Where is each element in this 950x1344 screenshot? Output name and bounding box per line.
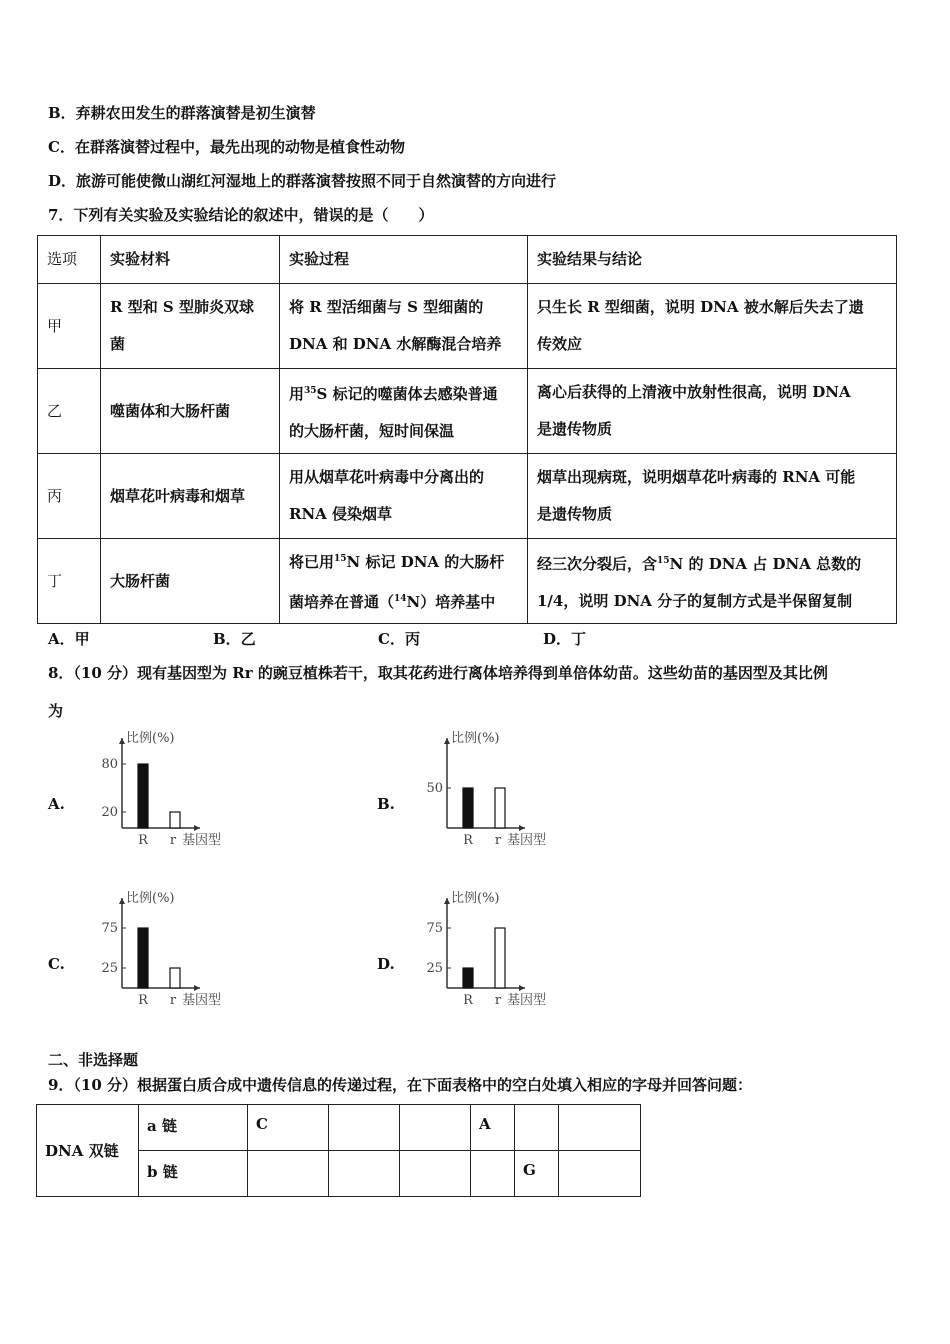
x-axis-label: 基因型	[507, 993, 547, 1008]
row-process: 将 R 型活细菌与 S 型细菌的 DNA 和 DNA 水解酶混合培养	[280, 284, 528, 369]
row-option: 丁	[38, 539, 101, 624]
bar-r	[170, 968, 180, 988]
q7-answer-a: A．甲	[48, 630, 90, 648]
b-strand-cell	[400, 1151, 471, 1197]
a-strand-cell	[400, 1105, 471, 1151]
x-tick-label: R	[463, 993, 473, 1008]
b-strand-cell	[471, 1151, 515, 1197]
y-tick-label: 75	[101, 921, 118, 936]
x-axis-arrow	[519, 825, 525, 831]
row-result: 经三次分裂后，含$^{15}$N 的 DNA 占 DNA 总数的 1/4，说明 DNA 分子的复制方式是半保留复制	[528, 539, 897, 624]
x-tick-label: r	[494, 833, 502, 848]
row-option: 丙	[38, 454, 101, 539]
b-strand-label: b 链	[139, 1151, 248, 1197]
header-result: 实验结果与结论	[528, 236, 897, 284]
y-axis-arrow	[119, 738, 125, 744]
a-strand-cell	[329, 1105, 400, 1151]
x-axis-label: 基因型	[507, 833, 547, 848]
y-axis-arrow	[444, 898, 450, 904]
q7-answer-d: D．丁	[543, 630, 587, 648]
a-strand-cell: C	[248, 1105, 329, 1151]
row-result: 只生长 R 型细菌，说明 DNA 被水解后失去了遗 传效应	[528, 284, 897, 369]
table-row	[38, 454, 897, 539]
q6-option-b: B．弃耕农田发生的群落演替是初生演替	[48, 104, 316, 122]
y-tick-label: 25	[426, 961, 443, 976]
section-title: 二、非选择题	[48, 1051, 139, 1069]
bar-r	[495, 788, 505, 828]
x-tick-label: r	[169, 833, 177, 848]
row-material: 噬菌体和大肠杆菌	[101, 369, 280, 454]
y-tick-label: 75	[426, 921, 443, 936]
x-axis-label: 基因型	[182, 833, 222, 848]
a-strand-cell: A	[471, 1105, 515, 1151]
table-row	[38, 284, 897, 369]
y-axis-label: 比例(%)	[126, 731, 175, 746]
chart-d-label: D.	[377, 955, 395, 973]
q9-stem: 9．（10 分）根据蛋白质合成中遗传信息的传递过程，在下面表格中的空白处填入相应的字母并回答问题：	[48, 1076, 753, 1094]
y-tick-label: 20	[101, 805, 118, 820]
row-result: 离心后获得的上清液中放射性很高，说明 DNA 是遗传物质	[528, 369, 897, 454]
header-option: 选项	[38, 236, 101, 284]
table-row	[38, 539, 897, 624]
bar-chart-a	[80, 728, 250, 858]
q6-option-c: C．在群落演替过程中，最先出现的动物是植食性动物	[48, 138, 405, 156]
q8-stem-line2: 为	[48, 702, 64, 720]
chart-b-label: B.	[377, 795, 395, 813]
bar-chart-c	[80, 888, 250, 1018]
bar-chart-d	[405, 888, 575, 1018]
row-material: R 型和 S 型肺炎双球 菌	[101, 284, 280, 369]
y-tick-label: 50	[426, 781, 443, 796]
q9-table	[36, 1104, 641, 1197]
a-strand-cell	[515, 1105, 559, 1151]
q7-answer-c: C．丙	[378, 630, 420, 648]
q7-stem: 7．下列有关实验及实验结论的叙述中，错误的是（ ）	[48, 206, 434, 224]
x-tick-label: R	[138, 833, 148, 848]
dna-double-strand-header: DNA 双链	[37, 1105, 139, 1197]
x-axis-arrow	[194, 825, 200, 831]
bar-r	[495, 928, 505, 988]
table-row	[38, 369, 897, 454]
b-strand-cell	[559, 1151, 641, 1197]
q7-answer-b: B．乙	[213, 630, 256, 648]
x-tick-label: r	[169, 993, 177, 1008]
bar-R	[138, 764, 148, 828]
y-axis-label: 比例(%)	[451, 891, 500, 906]
y-tick-label: 80	[101, 757, 118, 772]
a-strand-cell	[559, 1105, 641, 1151]
b-strand-cell: G	[515, 1151, 559, 1197]
q7-table	[37, 235, 897, 624]
q8-stem-line1: 8．（10 分）现有基因型为 Rr 的豌豆植株若干，取其花药进行离体培养得到单倍体幼苗。这些幼苗的基因型及其比例	[48, 664, 828, 682]
x-tick-label: R	[138, 993, 148, 1008]
row-result: 烟草出现病斑，说明烟草花叶病毒的 RNA 可能 是遗传物质	[528, 454, 897, 539]
row-process: 将已用$^{15}$N 标记 DNA 的大肠杆 菌培养在普通（$^{14}$N）培养基中	[280, 539, 528, 624]
row-process: 用$^{35}$S 标记的噬菌体去感染普通 的大肠杆菌，短时间保温	[280, 369, 528, 454]
q6-option-d: D．旅游可能使微山湖红河湿地上的群落演替按照不同于自然演替的方向进行	[48, 172, 557, 190]
y-axis-arrow	[444, 738, 450, 744]
chart-c-label: C.	[48, 955, 65, 973]
chart-a-label: A.	[48, 795, 65, 813]
row-material: 烟草花叶病毒和烟草	[101, 454, 280, 539]
y-axis-arrow	[119, 898, 125, 904]
x-axis-arrow	[519, 985, 525, 991]
x-axis-label: 基因型	[182, 993, 222, 1008]
x-tick-label: R	[463, 833, 473, 848]
bar-R	[463, 788, 473, 828]
y-axis-label: 比例(%)	[451, 731, 500, 746]
row-option: 甲	[38, 284, 101, 369]
header-material: 实验材料	[101, 236, 280, 284]
b-strand-cell	[329, 1151, 400, 1197]
a-strand-label: a 链	[139, 1105, 248, 1151]
bar-chart-b	[405, 728, 575, 858]
x-tick-label: r	[494, 993, 502, 1008]
bar-r	[170, 812, 180, 828]
row-material: 大肠杆菌	[101, 539, 280, 624]
bar-R	[138, 928, 148, 988]
row-option: 乙	[38, 369, 101, 454]
y-tick-label: 25	[101, 961, 118, 976]
b-strand-cell	[248, 1151, 329, 1197]
bar-R	[463, 968, 473, 988]
x-axis-arrow	[194, 985, 200, 991]
y-axis-label: 比例(%)	[126, 891, 175, 906]
header-process: 实验过程	[280, 236, 528, 284]
row-process: 用从烟草花叶病毒中分离出的 RNA 侵染烟草	[280, 454, 528, 539]
